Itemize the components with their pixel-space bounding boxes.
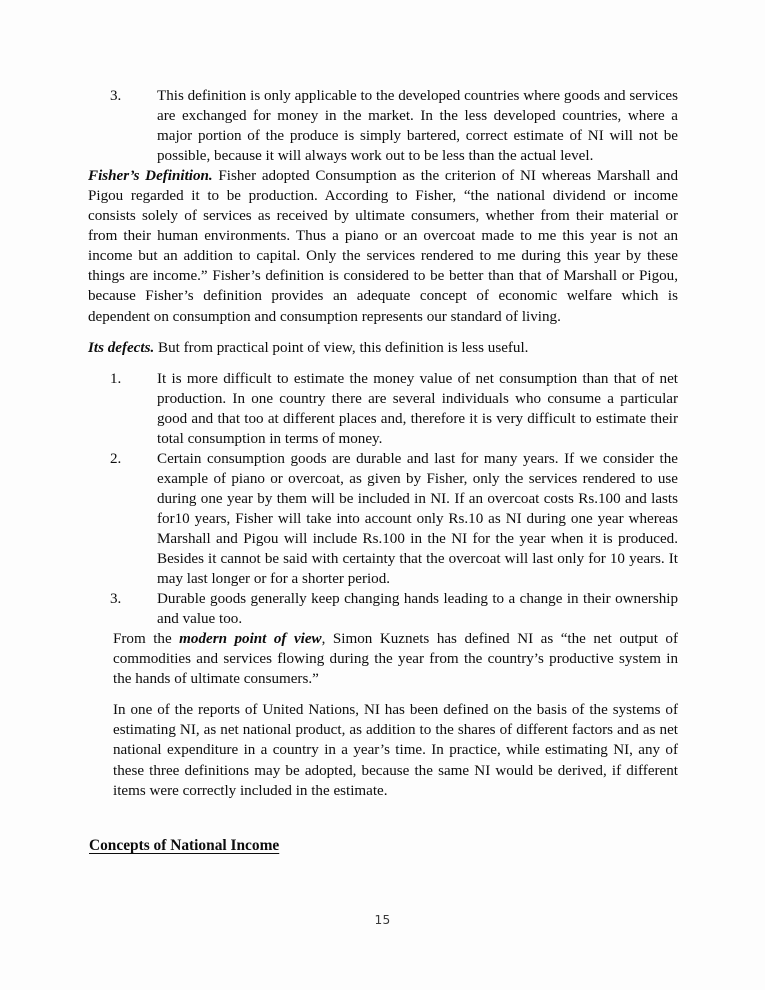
list-item	[110, 589, 678, 629]
paragraph-its-defects	[88, 338, 678, 358]
continued-list	[88, 86, 678, 166]
paragraph-fishers-definition	[88, 166, 678, 326]
term-fishers-definition: Fisher’s Definition.	[88, 168, 213, 185]
page-content	[88, 86, 678, 812]
term-its-defects: Its defects.	[88, 339, 155, 356]
list-marker: 1.	[110, 370, 122, 387]
paragraph-kuznets	[113, 629, 678, 689]
paragraph-kuznets-prefix: From the	[113, 631, 180, 648]
list-item	[110, 449, 678, 589]
list-marker: 3.	[110, 88, 122, 104]
paragraph-its-defects-body: But from practical point of view, this definition is less useful.	[154, 339, 529, 356]
list-item-text: Durable goods generally keep changing hands leading to a change in their ownership and value too.	[157, 591, 678, 628]
list-item	[110, 369, 678, 449]
list-item-text: This definition is only applicable to the developed countries where goods and services are exchanged for money in the market. In the less developed countries, where a major portion of the produce is simply bartered, correct estimate of NI will not be possible, because it will always work out to be less than the actual level.	[157, 88, 678, 165]
section-heading-concepts-of-national-income: Concepts of National Income	[89, 837, 280, 854]
defects-list	[88, 369, 678, 630]
paragraph-kuznets-suffix: , Simon Kuznets has defined NI as “the net output of commodities and services flowing during the year from the country’s productive system in the hands of ultimate consumers.”	[113, 631, 678, 688]
page-number: 15	[374, 913, 391, 927]
term-modern-point-of-view: modern point of view	[179, 631, 322, 648]
list-item-text: Certain consumption goods are durable and last for many years. If we consider the example of piano or overcoat, as given by Fisher, only the services rendered to use during one year by them will be included in NI. If an overcoat costs Rs.100 and lasts for10 years, Fisher will take into account only Rs.10 as NI during one year whereas Marshall and Pigou will include Rs.100 in the NI for the year when it is produced. Besides it cannot be said with certainty that the overcoat will last only for 10 years. It may last longer or for a shorter period.	[157, 450, 678, 588]
paragraph-united-nations: In one of the reports of United Nations, NI has been defined on the basis of the systems of estimating NI, as net national product, as addition to the shares of different factors and as net national expenditure in a country in a year’s time. In practice, while estimating NI, any of these three definitions may be adopted, because the same NI would be derived, if different items were correctly included in the estimate.	[113, 702, 678, 799]
list-item-text: It is more difficult to estimate the money value of net consumption than that of net production. In one country there are several individuals who consume a particular good and that too at different places and, therefore it is very difficult to estimate their total consumption in terms of money.	[157, 370, 678, 447]
list-item	[110, 86, 678, 166]
list-marker: 2.	[110, 450, 122, 467]
list-marker: 3.	[110, 591, 122, 608]
paragraph-fishers-definition-body: Fisher adopted Consumption as the criterion of NI whereas Marshall and Pigou regarded it to be production. According to Fisher, “the national dividend or income consists solely of services as received by ultimate consumers, whether from their material or from their human environments. Thus a piano or an overcoat made to me this year is not an income but an addition to capital. Only the services rendered to me during this year by these things are income.” Fisher’s definition is considered to be better than that of Marshall or Pigou, because Fisher’s definition provides an adequate concept of economic welfare which is dependent on consumption and consumption represents our standard of living.	[88, 168, 678, 325]
